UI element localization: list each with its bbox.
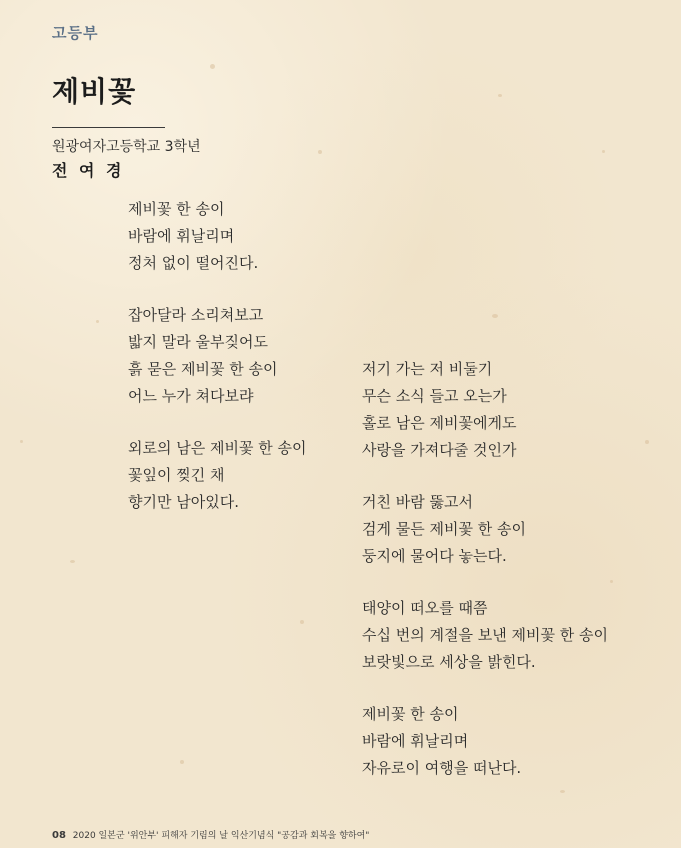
poem-line: 거친 바람 뚫고서	[362, 493, 473, 511]
paper-fleck	[318, 150, 322, 154]
paper-fleck	[602, 150, 605, 153]
poem-line: 꽃잎이 찢긴 채	[128, 466, 225, 484]
poem-column-left	[128, 196, 306, 516]
page-number: 08	[52, 830, 66, 841]
poem-title: 제비꽃	[52, 75, 137, 108]
poem-line: 제비꽃 한 송이	[362, 705, 459, 723]
paper-fleck	[210, 64, 215, 69]
stanza-gap	[128, 410, 306, 435]
paper-fleck	[180, 760, 184, 764]
paper-fleck	[300, 620, 304, 624]
section-label: 고등부	[52, 24, 99, 42]
poem-line: 밟지 말라 울부짖어도	[128, 333, 268, 351]
poem-line: 잡아달라 소리쳐보고	[128, 306, 264, 324]
poem-line: 사랑을 가져다줄 것인가	[362, 441, 517, 459]
poem-line: 검게 물든 제비꽃 한 송이	[362, 520, 526, 538]
poem-line: 바람에 휘날리며	[362, 732, 469, 750]
poem-line: 향기만 남아있다.	[128, 493, 239, 511]
paper-fleck	[560, 790, 565, 793]
poem-line: 수십 번의 계절을 보낸 제비꽃 한 송이	[362, 626, 608, 644]
poem-column-right	[362, 356, 608, 782]
author-name: 전 여 경	[52, 161, 125, 180]
poem-line: 무슨 소식 들고 오는가	[362, 387, 507, 405]
stanza-gap	[362, 570, 608, 595]
poem-line: 흙 묻은 제비꽃 한 송이	[128, 360, 278, 378]
paper-fleck	[96, 320, 99, 323]
paper-fleck	[498, 94, 502, 97]
poem-line: 제비꽃 한 송이	[128, 200, 225, 218]
paper-fleck	[492, 314, 498, 318]
poem-line: 바람에 휘날리며	[128, 227, 235, 245]
title-divider	[52, 127, 165, 128]
poem-line: 자유로이 여행을 떠난다.	[362, 759, 522, 777]
paper-fleck	[610, 580, 613, 583]
paper-fleck	[645, 440, 649, 444]
poem-line: 홀로 남은 제비꽃에게도	[362, 414, 517, 432]
stanza-gap	[362, 464, 608, 489]
poem-line: 저기 가는 저 비둘기	[362, 360, 493, 378]
author-school: 원광여자고등학교 3학년	[52, 139, 201, 155]
paper-fleck	[20, 440, 23, 443]
page-footer	[52, 828, 369, 841]
stanza-gap	[128, 277, 306, 302]
poem-line: 외로의 남은 제비꽃 한 송이	[128, 439, 307, 457]
poem-line: 둥지에 물어다 놓는다.	[362, 547, 507, 565]
paper-fleck	[70, 560, 75, 563]
poem-line: 보랏빛으로 세상을 밝힌다.	[362, 653, 536, 671]
poem-line: 어느 누가 쳐다보랴	[128, 387, 254, 405]
poem-line: 태양이 떠오를 때쯤	[362, 599, 488, 617]
stanza-gap	[362, 676, 608, 701]
poem-line: 정처 없이 떨어진다.	[128, 254, 259, 272]
footer-caption: 2020 일본군 '위안부' 피해자 기림의 날 익산기념식 "공감과 회복을 향하여"	[72, 831, 370, 841]
